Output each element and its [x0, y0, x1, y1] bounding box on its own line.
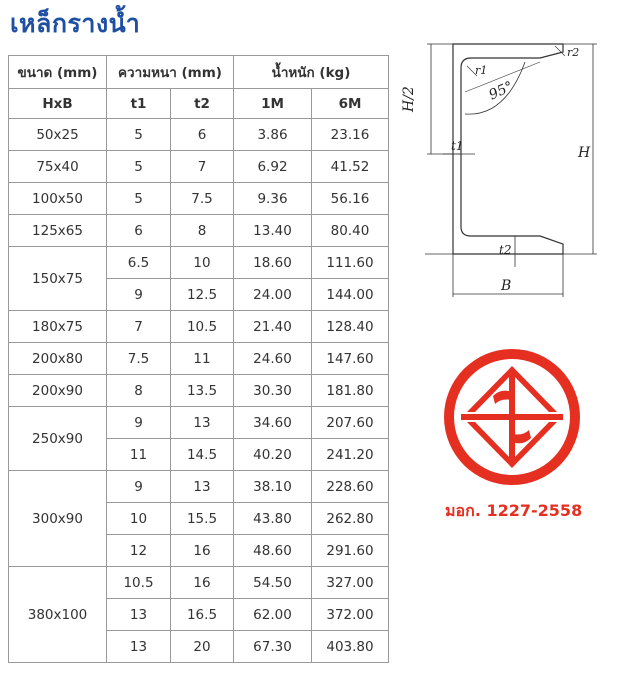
weight-6m-cell: 23.16	[312, 119, 389, 151]
t2-cell: 11	[171, 343, 234, 375]
t1-cell: 11	[107, 439, 171, 471]
table-row	[9, 151, 389, 183]
size-cell: 180x75	[9, 311, 107, 343]
spec-table-body	[9, 119, 389, 663]
weight-1m-cell: 9.36	[234, 183, 312, 215]
weight-6m-cell: 147.60	[312, 343, 389, 375]
header-size: ขนาด (mm)	[9, 56, 107, 89]
weight-1m-cell: 38.10	[234, 471, 312, 503]
t2-cell: 13	[171, 407, 234, 439]
t1-cell: 8	[107, 375, 171, 407]
subheader-1m: 1M	[234, 89, 312, 119]
label-width: B	[501, 278, 512, 294]
weight-1m-cell: 62.00	[234, 599, 312, 631]
weight-6m-cell: 241.20	[312, 439, 389, 471]
table-row	[9, 247, 389, 279]
weight-6m-cell: 228.60	[312, 471, 389, 503]
t1-cell: 9	[107, 407, 171, 439]
t1-cell: 12	[107, 535, 171, 567]
weight-1m-cell: 13.40	[234, 215, 312, 247]
t1-cell: 13	[107, 599, 171, 631]
t1-cell: 6	[107, 215, 171, 247]
table-row	[9, 375, 389, 407]
t2-cell: 10	[171, 247, 234, 279]
size-cell: 300x90	[9, 471, 107, 567]
weight-6m-cell: 80.40	[312, 215, 389, 247]
weight-6m-cell: 372.00	[312, 599, 389, 631]
size-cell: 150x75	[9, 247, 107, 311]
t2-cell: 12.5	[171, 279, 234, 311]
t2-cell: 7	[171, 151, 234, 183]
tis-logo-icon	[437, 344, 587, 494]
size-cell: 100x50	[9, 183, 107, 215]
table-row	[9, 215, 389, 247]
size-cell: 200x80	[9, 343, 107, 375]
table-row	[9, 567, 389, 599]
size-cell: 200x90	[9, 375, 107, 407]
label-height: H	[578, 145, 591, 161]
t1-cell: 7	[107, 311, 171, 343]
t1-cell: 9	[107, 471, 171, 503]
table-row	[9, 183, 389, 215]
t1-cell: 10	[107, 503, 171, 535]
t2-cell: 16	[171, 535, 234, 567]
size-cell: 250x90	[9, 407, 107, 471]
weight-1m-cell: 54.50	[234, 567, 312, 599]
t2-cell: 13	[171, 471, 234, 503]
size-cell: 380x100	[9, 567, 107, 663]
label-r2: r2	[567, 46, 580, 59]
t1-cell: 5	[107, 183, 171, 215]
weight-6m-cell: 111.60	[312, 247, 389, 279]
size-cell: 75x40	[9, 151, 107, 183]
t1-cell: 7.5	[107, 343, 171, 375]
subheader-6m: 6M	[312, 89, 389, 119]
t1-cell: 10.5	[107, 567, 171, 599]
weight-6m-cell: 144.00	[312, 279, 389, 311]
t1-cell: 13	[107, 631, 171, 663]
weight-6m-cell: 291.60	[312, 535, 389, 567]
t1-cell: 5	[107, 119, 171, 151]
size-cell: 125x65	[9, 215, 107, 247]
t2-cell: 15.5	[171, 503, 234, 535]
header-weight: น้ำหนัก (kg)	[234, 56, 389, 89]
t1-cell: 6.5	[107, 247, 171, 279]
t2-cell: 14.5	[171, 439, 234, 471]
label-t1: t1	[451, 139, 464, 153]
weight-1m-cell: 30.30	[234, 375, 312, 407]
weight-6m-cell: 327.00	[312, 567, 389, 599]
weight-1m-cell: 48.60	[234, 535, 312, 567]
t1-cell: 9	[107, 279, 171, 311]
t2-cell: 13.5	[171, 375, 234, 407]
weight-1m-cell: 40.20	[234, 439, 312, 471]
size-cell: 50x25	[9, 119, 107, 151]
weight-6m-cell: 41.52	[312, 151, 389, 183]
weight-6m-cell: 403.80	[312, 631, 389, 663]
subheader-hxb: HxB	[9, 89, 107, 119]
spec-table	[8, 55, 389, 663]
standard-number: มอก. 1227-2558	[445, 501, 583, 520]
weight-1m-cell: 67.30	[234, 631, 312, 663]
table-row	[9, 343, 389, 375]
weight-1m-cell: 24.60	[234, 343, 312, 375]
t2-cell: 6	[171, 119, 234, 151]
channel-outline	[453, 44, 563, 254]
label-r1: r1	[475, 64, 488, 77]
channel-profile-diagram	[395, 22, 600, 322]
label-half-height: H/2	[401, 86, 417, 112]
t2-cell: 20	[171, 631, 234, 663]
t2-cell: 16	[171, 567, 234, 599]
weight-6m-cell: 262.80	[312, 503, 389, 535]
weight-1m-cell: 21.40	[234, 311, 312, 343]
label-angle: 95°	[486, 78, 516, 104]
weight-1m-cell: 3.86	[234, 119, 312, 151]
t2-cell: 8	[171, 215, 234, 247]
t2-cell: 16.5	[171, 599, 234, 631]
t1-cell: 5	[107, 151, 171, 183]
weight-1m-cell: 24.00	[234, 279, 312, 311]
weight-6m-cell: 128.40	[312, 311, 389, 343]
weight-6m-cell: 181.80	[312, 375, 389, 407]
t2-cell: 10.5	[171, 311, 234, 343]
table-row	[9, 471, 389, 503]
t2-cell: 7.5	[171, 183, 234, 215]
page-title: เหล็กรางน้ำ	[10, 9, 141, 38]
table-row	[9, 407, 389, 439]
weight-1m-cell: 34.60	[234, 407, 312, 439]
header-thickness: ความหนา (mm)	[107, 56, 234, 89]
weight-6m-cell: 207.60	[312, 407, 389, 439]
label-t2: t2	[499, 243, 512, 257]
table-row	[9, 119, 389, 151]
weight-6m-cell: 56.16	[312, 183, 389, 215]
weight-1m-cell: 6.92	[234, 151, 312, 183]
weight-1m-cell: 18.60	[234, 247, 312, 279]
table-row	[9, 311, 389, 343]
subheader-t1: t1	[107, 89, 171, 119]
weight-1m-cell: 43.80	[234, 503, 312, 535]
subheader-t2: t2	[171, 89, 234, 119]
